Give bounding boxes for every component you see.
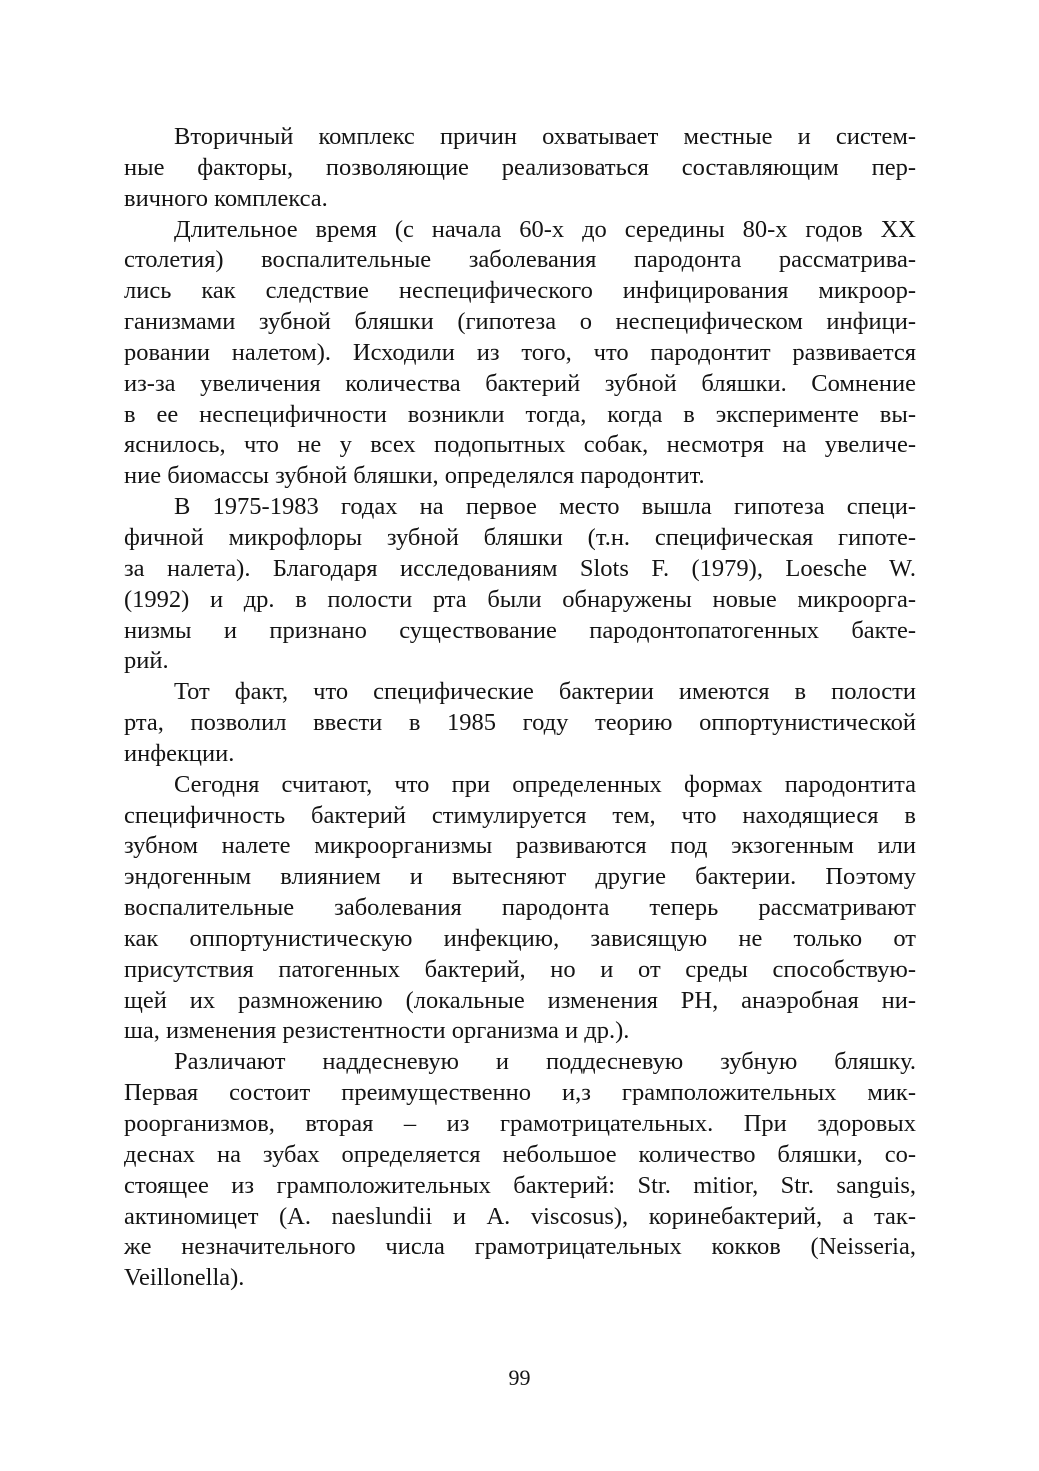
text-line: низмы и признано существование пародонтопатогенных бакте- <box>124 616 916 644</box>
text-line: специфичность бактерий стимулируется тем, что находящиеся в <box>124 801 916 829</box>
text-line: роорганизмов, вторая – из грамотрицательных. При здоровых <box>124 1110 916 1137</box>
text-line: вичного комплекса. <box>124 184 328 212</box>
text-line: как оппортунистическую инфекцию, зависящую не только от <box>124 924 916 952</box>
text-line: рта, позволил ввести в 1985 году теорию оппортунистической <box>124 709 916 737</box>
text-line: Вторичный комплекс причин охватывает местные и систем- <box>174 123 916 150</box>
text-line: же незначительного числа грамотрицательных кокков (Neisseria, <box>124 1233 916 1261</box>
text-line: актиномицет (A. naeslundii и A. viscosus), коринебактерий, а так- <box>124 1202 916 1230</box>
text-line: зубном налете микроорганизмы развиваются под экзогенным или <box>124 832 916 860</box>
text-line: воспалительные заболевания пародонта теперь рассматривают <box>124 894 916 922</box>
text-line: стоящее из грамположительных бактерий: Str. mitior, Str. sanguis, <box>124 1171 916 1199</box>
paragraph <box>124 770 916 1048</box>
text-line: лись как следствие неспецифического инфицирования микроор- <box>124 277 916 305</box>
text-line: деснах на зубах определяется небольшое количество бляшки, со- <box>124 1140 916 1168</box>
text-line: щей их размножению (локальные изменения PH, анаэробная ни- <box>124 986 916 1014</box>
text-line: Тот факт, что специфические бактерии имеются в полости <box>174 678 916 706</box>
text-line: Различают наддесневую и поддесневую зубную бляшку. <box>174 1048 916 1076</box>
paragraph <box>124 677 916 770</box>
text-line: Первая состоит преимущественно и,з грамположительных мик- <box>124 1079 916 1107</box>
paragraph <box>124 122 916 215</box>
text-line: ша, изменения резистентности организма и др.). <box>124 1017 630 1045</box>
text-line: из-за увеличения количества бактерий зубной бляшки. Сомнение <box>124 369 916 397</box>
text-line: инфекции. <box>124 739 235 767</box>
text-line: Veillonella). <box>124 1264 245 1292</box>
paragraph <box>124 492 916 677</box>
text-line: фичной микрофлоры зубной бляшки (т.н. специфическая гипоте- <box>124 523 916 551</box>
text-line: за налета). Благодаря исследованиям Slots F. (1979), Loesche W. <box>124 554 916 582</box>
text-line: Сегодня считают, что при определенных формах пародонтита <box>174 770 916 798</box>
page-number: 99 <box>508 1365 531 1390</box>
text-line: ние биомассы зубной бляшки, определялся пародонтит. <box>124 462 705 490</box>
text-line: рий. <box>124 647 169 675</box>
text-line: столетия) воспалительные заболевания пародонта рассматрива- <box>124 246 916 274</box>
text-line: присутствия патогенных бактерий, но и от среды способствую- <box>124 955 916 983</box>
text-line: ровании налетом). Исходили из того, что пародонтит развивается <box>124 338 916 366</box>
text-line: эндогенным влиянием и вытесняют другие бактерии. Поэтому <box>124 863 916 891</box>
text-line: ганизмами зубной бляшки (гипотеза о неспецифическом инфици- <box>124 308 916 336</box>
paragraph <box>124 215 916 493</box>
text-line: ные факторы, позволяющие реализоваться составляющим пер- <box>124 153 916 181</box>
text-line: яснилось, что не у всех подопытных собак, несмотря на увеличе- <box>124 431 916 459</box>
paragraph <box>124 1047 916 1294</box>
text-line: в ее неспецифичности возникли тогда, когда в эксперименте вы- <box>124 400 916 428</box>
body-text <box>124 122 916 1294</box>
text-line: В 1975-1983 годах на первое место вышла гипотеза специ- <box>174 493 916 521</box>
text-line: Длительное время (с начала 60-х до середины 80-х годов XX <box>174 215 916 243</box>
text-line: (1992) и др. в полости рта были обнаружены новые микроорга- <box>124 585 916 613</box>
